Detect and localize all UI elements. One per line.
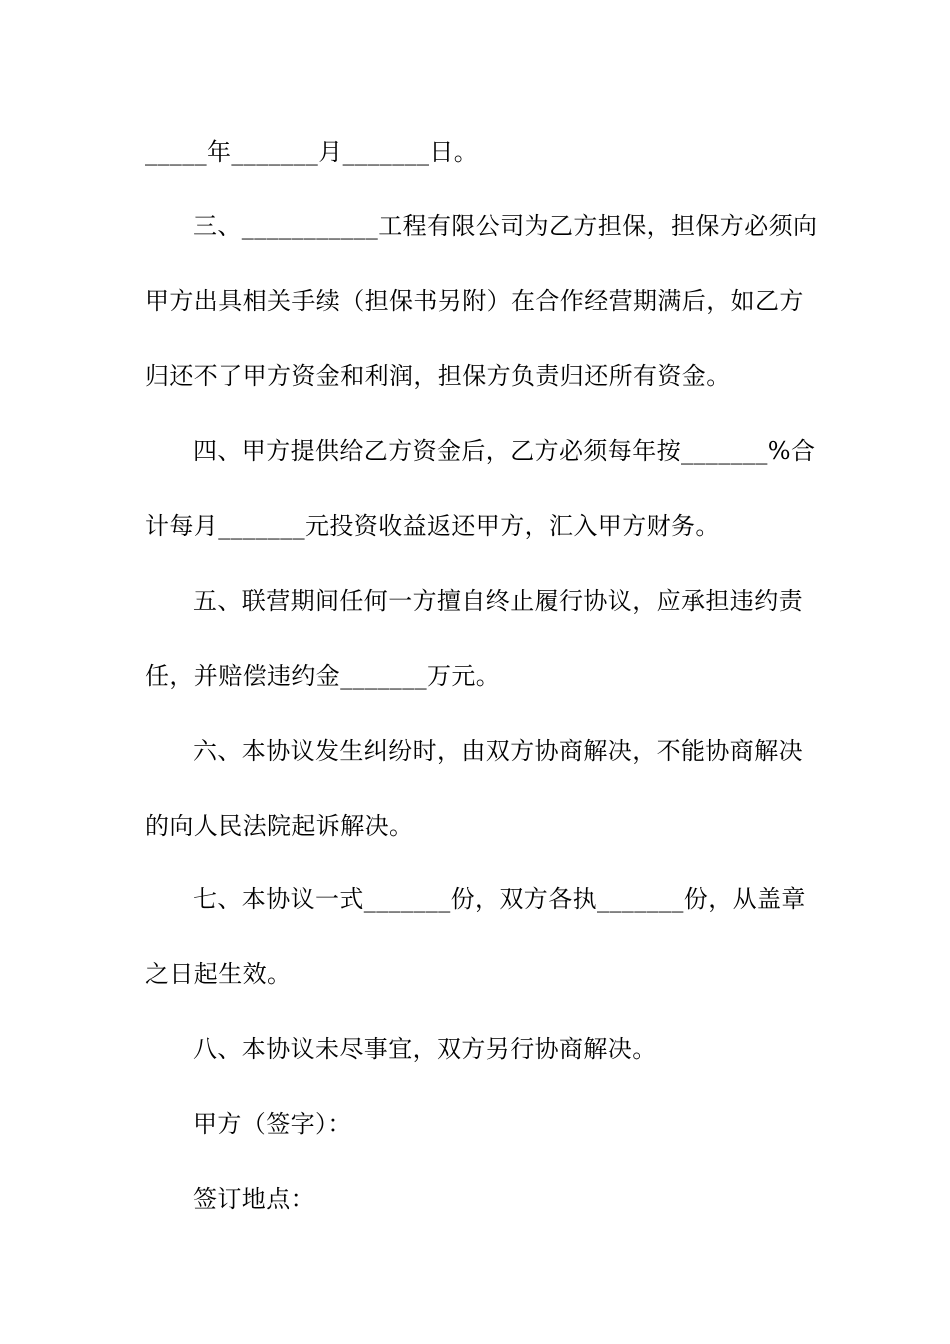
clause-3-line-3: 归还不了甲方资金和利润，担保方负责归还所有资金。 [145,362,731,390]
clause-7-line-1: 七、本协议一式_______份，双方各执_______份，从盖章 [193,885,806,913]
clause-8-line: 八、本协议未尽事宜，双方另行协商解决。 [193,1035,657,1063]
clause-3-line-1: 三、___________工程有限公司为乙方担保，担保方必须向 [193,212,818,240]
signing-location-label: 签订地点： [193,1185,315,1213]
party-a-signature-label: 甲方（签字）： [193,1110,352,1138]
clause-4-line-2: 计每月_______元投资收益返还甲方，汇入甲方财务。 [145,512,720,540]
clause-3-line-2: 甲方出具相关手续（担保书另附）在合作经营期满后，如乙方 [145,287,804,315]
clause-7-line-2: 之日起生效。 [145,960,292,988]
clause-4-line-1: 四、甲方提供给乙方资金后，乙方必须每年按_______%合 [193,437,816,465]
clause-5-line-1: 五、联营期间任何一方擅自终止履行协议，应承担违约责 [193,587,803,615]
date-line: _____年_______月_______日。 [145,138,479,166]
clause-5-line-2: 任，并赔偿违约金_______万元。 [145,662,501,690]
clause-6-line-1: 六、本协议发生纠纷时，由双方协商解决，不能协商解决 [193,737,803,765]
clause-6-line-2: 的向人民法院起诉解决。 [145,812,414,840]
